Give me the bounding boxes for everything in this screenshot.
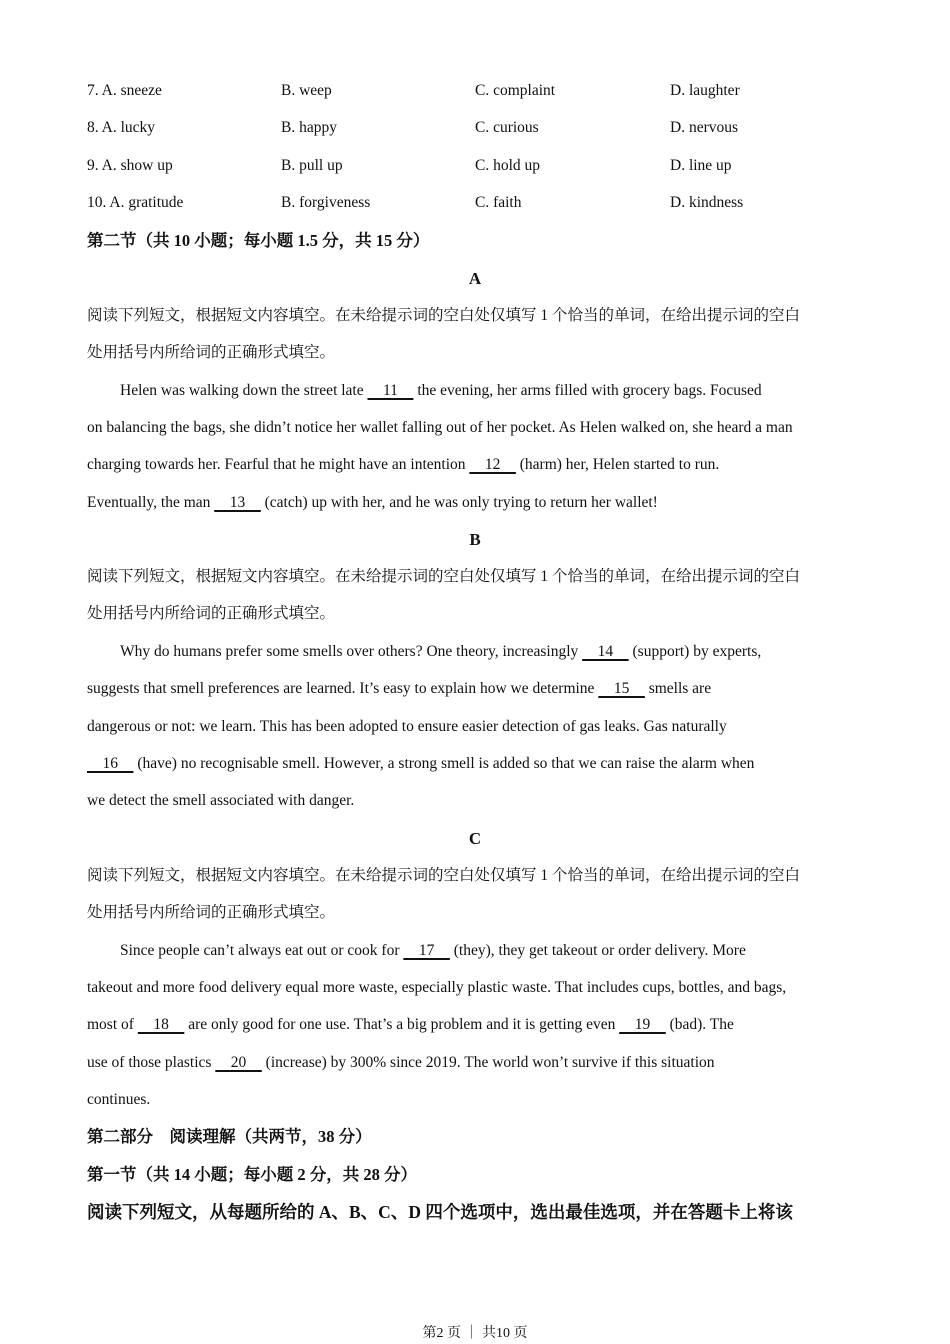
option-row-10 <box>87 194 867 214</box>
instruction-line: 阅读下列短文，根据短文内容填空。在未给提示词的空白处仅填写 1 个恰当的单词，在给出提示词的空白 <box>87 307 801 324</box>
option-a: 8. A. lucky <box>87 119 156 136</box>
option-d: D. line up <box>670 157 732 174</box>
passage-label-b: B <box>469 530 481 549</box>
option-a: 9. A. show up <box>87 157 173 174</box>
option-row-9 <box>87 157 867 177</box>
passage-b-line-5: we detect the smell associated with danger. <box>87 792 355 809</box>
option-b: B. forgiveness <box>281 194 371 211</box>
passage-c-line-3 <box>87 1015 860 1035</box>
option-c: C. faith <box>475 194 522 211</box>
instruction-line: 处用括号内所给词的正确形式填空。 <box>87 605 336 622</box>
passage-label-a: A <box>468 269 482 288</box>
passage-a-line-1 <box>120 381 860 401</box>
blank-20[interactable]: 20 <box>215 1054 262 1071</box>
passage-c-line-1 <box>120 941 860 961</box>
option-c: C. complaint <box>475 82 556 99</box>
text: use of those plastics <box>87 1054 216 1071</box>
passage-a-line-4 <box>87 493 860 513</box>
passage-label-c: C <box>468 829 482 848</box>
option-b: B. pull up <box>281 157 343 174</box>
text: (bad). The <box>665 1016 734 1033</box>
text: Helen was walking down the street late <box>120 382 368 399</box>
blank-14[interactable]: 14 <box>582 643 629 660</box>
instruction-line: 处用括号内所给词的正确形式填空。 <box>87 904 336 921</box>
part-heading: 第二部分 阅读理解（共两节，38 分） <box>87 1127 372 1146</box>
option-d: D. nervous <box>670 119 739 136</box>
passage-c-line-4 <box>87 1053 860 1073</box>
text: charging towards her. Fearful that he might have an intention <box>87 456 470 473</box>
option-c: C. hold up <box>475 157 541 174</box>
text: Why do humans prefer some smells over others? One theory, increasingly <box>120 643 583 660</box>
passage-c-line-5: continues. <box>87 1091 151 1108</box>
blank-16[interactable]: 16 <box>87 755 134 772</box>
text: (support) by experts, <box>628 643 762 660</box>
text: suggests that smell preferences are learned. It’s easy to explain how we determine <box>87 680 599 697</box>
option-d: D. laughter <box>670 82 740 99</box>
blank-17[interactable]: 17 <box>403 942 450 959</box>
blank-18[interactable]: 18 <box>137 1016 185 1033</box>
blank-11[interactable]: 11 <box>367 382 414 399</box>
text: (harm) her, Helen started to run. <box>515 456 720 473</box>
blank-13[interactable]: 13 <box>214 494 261 511</box>
text: (they), they get takeout or order delivery. More <box>449 942 746 959</box>
section-heading: 第一节（共 14 小题；每小题 2 分，共 28 分） <box>87 1165 417 1184</box>
blank-15[interactable]: 15 <box>598 680 645 697</box>
option-row-7 <box>87 82 867 102</box>
option-c: C. curious <box>475 119 539 136</box>
instruction-line: 阅读下列短文，根据短文内容填空。在未给提示词的空白处仅填写 1 个恰当的单词，在给出提示词的空白 <box>87 568 801 585</box>
option-row-8 <box>87 119 867 139</box>
page-number: 第2 页 ｜ 共10 页 <box>422 1326 528 1341</box>
option-a: 7. A. sneeze <box>87 82 162 99</box>
text: most of <box>87 1016 138 1033</box>
text: are only good for one use. That’s a big problem and it is getting even <box>184 1016 620 1033</box>
passage-b-line-3: dangerous or not: we learn. This has been adopted to ensure easier detection of gas leaks. Gas naturally <box>87 718 727 735</box>
part2-instruction: 阅读下列短文，从每题所给的 A、B、C、D 四个选项中，选出最佳选项，并在答题卡上将该 <box>87 1202 793 1222</box>
text: (increase) by 300% since 2019. The world won’t survive if this situation <box>261 1054 715 1071</box>
passage-a-line-2: on balancing the bags, she didn’t notice her wallet falling out of her pocket. As Helen walked on, she heard a man <box>87 419 793 436</box>
passage-c-line-2: takeout and more food delivery equal more waste, especially plastic waste. That includes cups, bottles, and bags, <box>87 979 787 996</box>
passage-b-line-4 <box>87 754 860 774</box>
instruction-line: 阅读下列短文，根据短文内容填空。在未给提示词的空白处仅填写 1 个恰当的单词，在给出提示词的空白 <box>87 867 801 884</box>
passage-b-line-2 <box>87 679 860 699</box>
option-b: B. happy <box>281 119 337 136</box>
text: smells are <box>644 680 712 697</box>
text: (have) no recognisable smell. However, a strong smell is added so that we can raise the alarm when <box>133 755 755 772</box>
blank-19[interactable]: 19 <box>619 1016 666 1033</box>
text: the evening, her arms filled with grocery bags. Focused <box>413 382 762 399</box>
section-heading: 第二节（共 10 小题；每小题 1.5 分，共 15 分） <box>87 231 430 250</box>
passage-a-line-3 <box>87 455 860 475</box>
instruction-line: 处用括号内所给词的正确形式填空。 <box>87 344 336 361</box>
text: Since people can’t always eat out or cook for <box>120 942 404 959</box>
blank-12[interactable]: 12 <box>469 456 516 473</box>
text: (catch) up with her, and he was only trying to return her wallet! <box>260 494 658 511</box>
text: Eventually, the man <box>87 494 215 511</box>
passage-b-line-1 <box>120 642 860 662</box>
option-b: B. weep <box>281 82 332 99</box>
option-a: 10. A. gratitude <box>87 194 184 211</box>
option-d: D. kindness <box>670 194 744 211</box>
